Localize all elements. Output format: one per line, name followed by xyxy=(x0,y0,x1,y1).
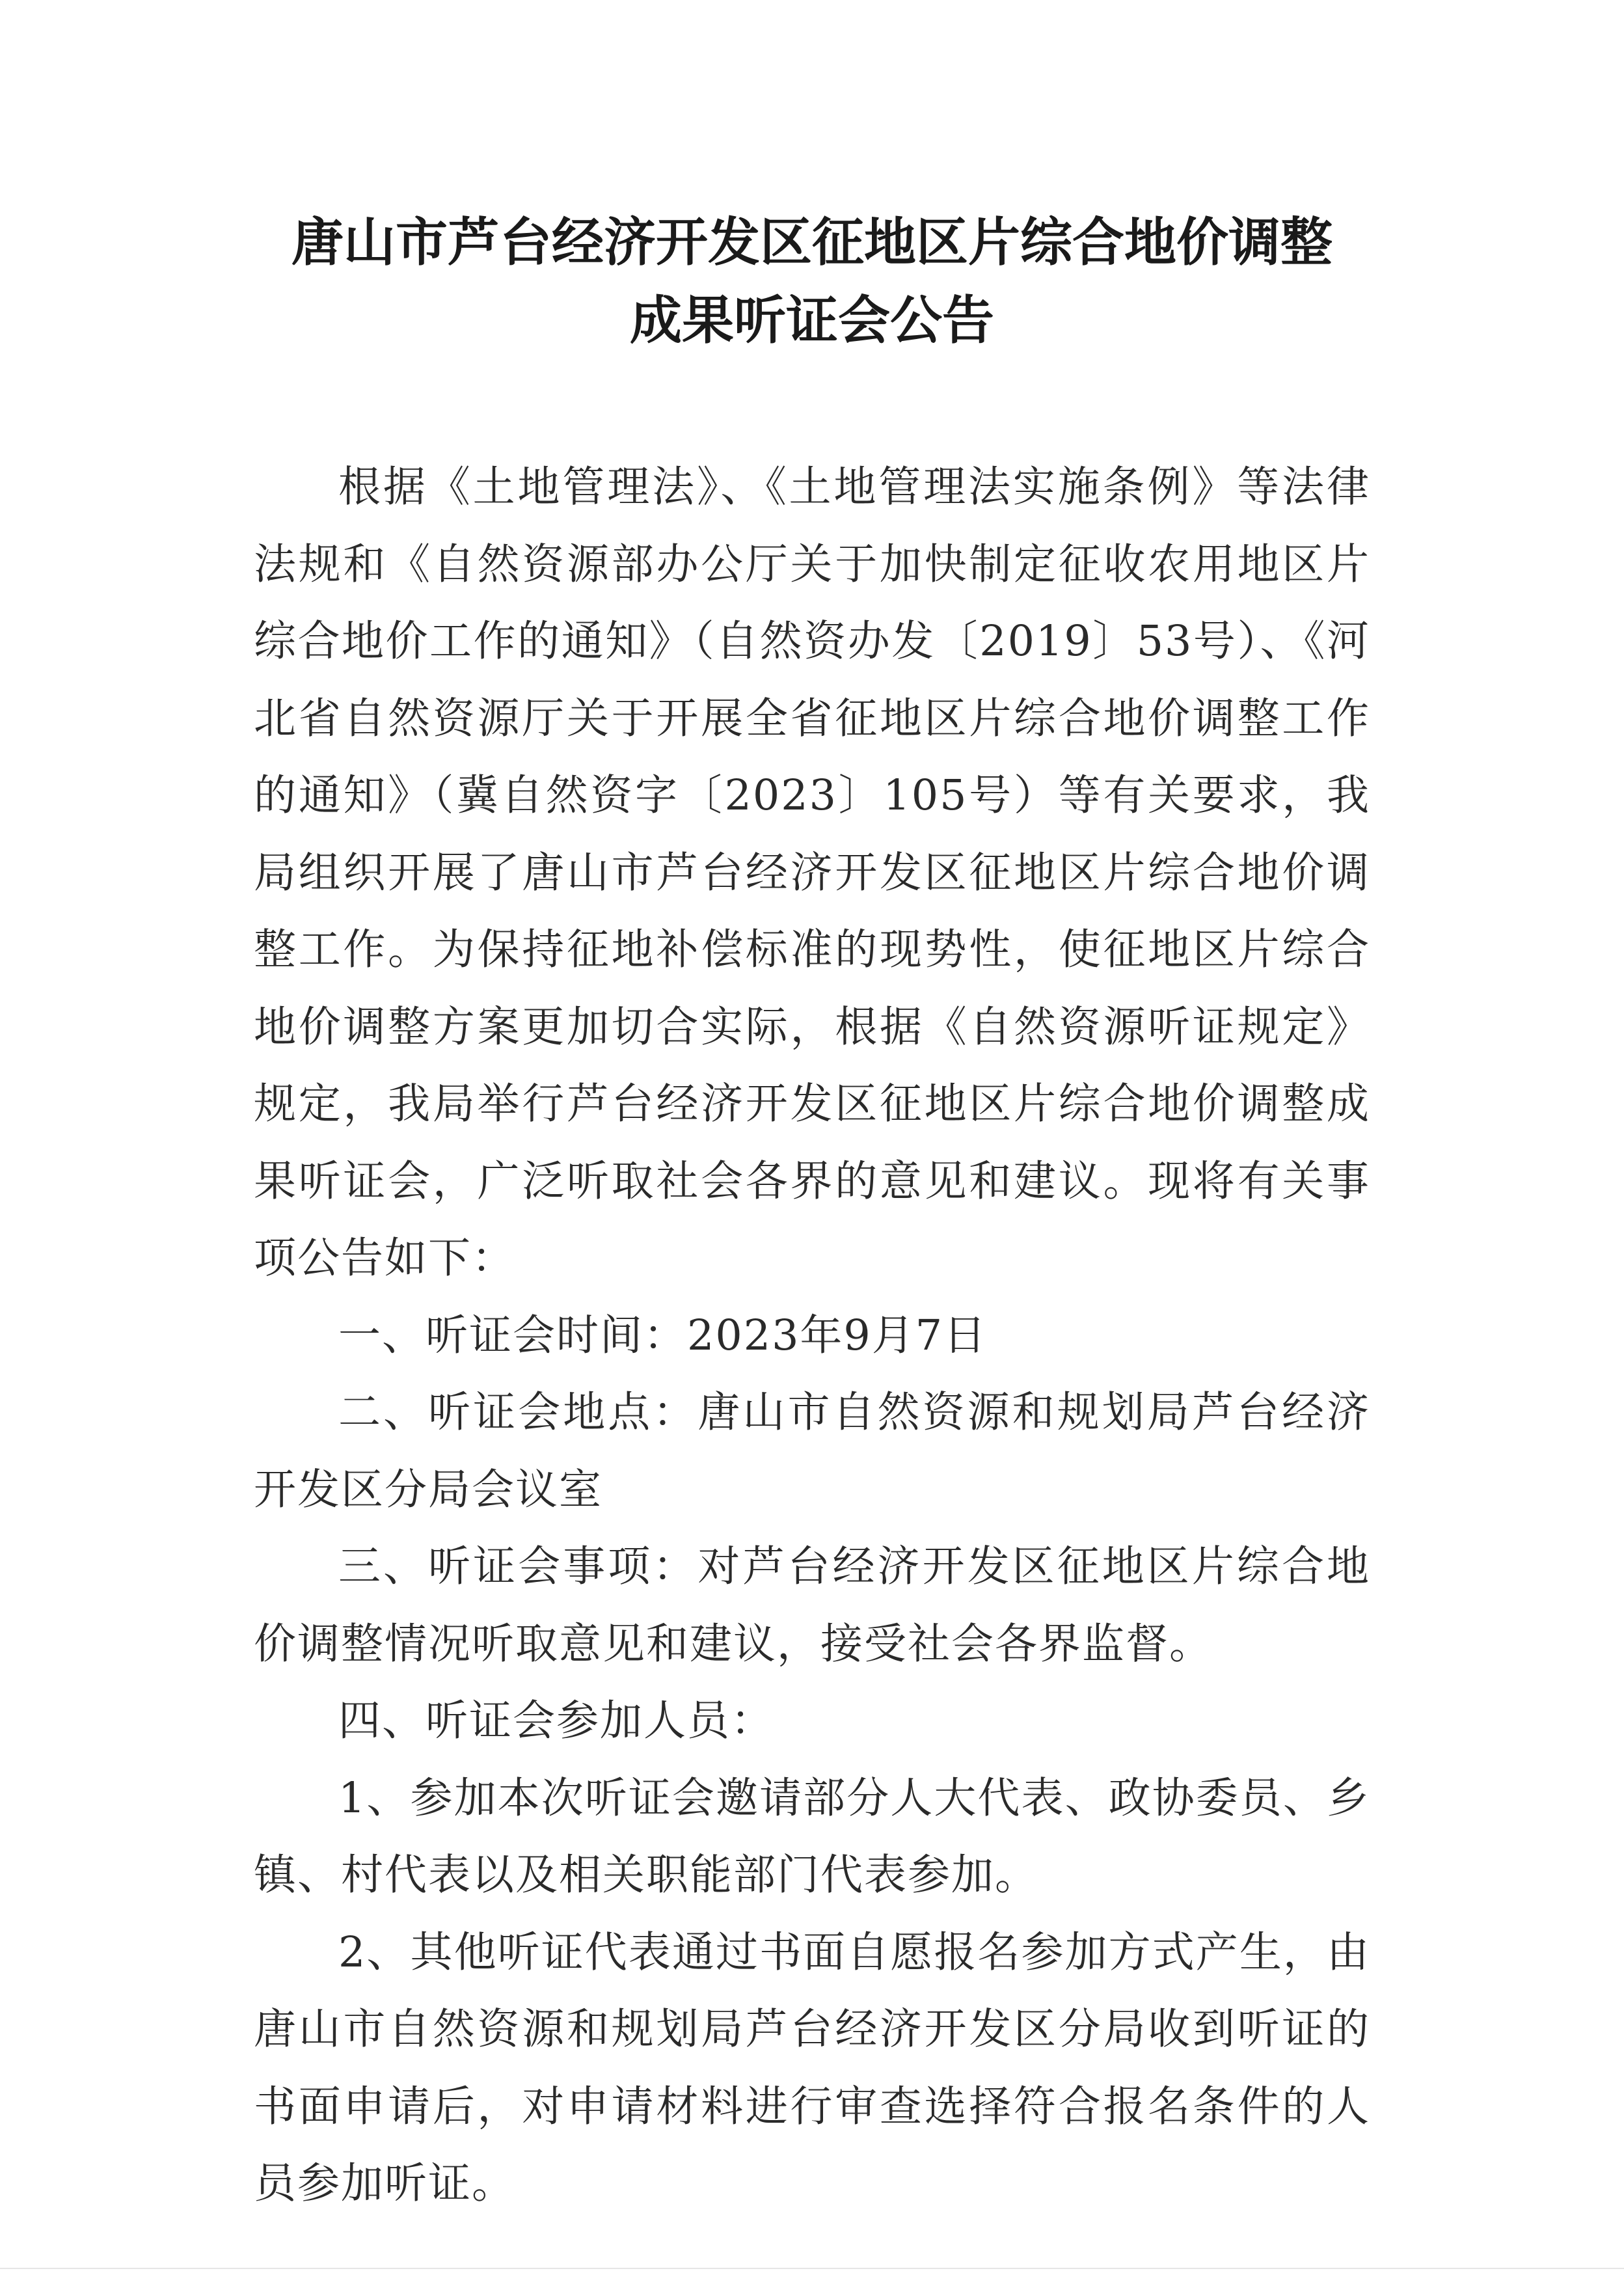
document-title-line-2: 成果听证会公告 xyxy=(630,290,994,351)
participants-item-2: 2、其他听证代表通过书面自愿报名参加方式产生，由唐山市自然资源和规划局芦台经济开发区分局收到听证的书面申请后，对申请材料进行审查选择符合报名条件的人员参加听证。 xyxy=(254,1927,1370,2208)
participants-item-1: 1、参加本次听证会邀请部分人大代表、政协委员、乡镇、村代表以及相关职能部门代表参加。 xyxy=(254,1773,1370,1899)
page-bottom-edge xyxy=(0,2268,1624,2269)
hearing-participants-heading: 四、听证会参加人员： xyxy=(338,1696,775,1745)
document-body xyxy=(254,449,1370,2223)
hearing-matters-item: 三、听证会事项：对芦台经济开发区征地区片综合地价调整情况听取意见和建议，接受社会各界监督。 xyxy=(254,1542,1370,1668)
hearing-time-item: 一、听证会时间：2023年9月7日 xyxy=(338,1311,988,1360)
document-title-line-1: 唐山市芦台经济开发区征地区片综合地价调整 xyxy=(291,211,1333,273)
intro-paragraph: 根据《土地管理法》、《土地管理法实施条例》等法律法规和《自然资源部办公厅关于加快制定征收农用地区片综合地价工作的通知》（自然资办发〔2019〕53号）、《河北省自然资源厅关于开展全省征地区片综合地价调整工作的通知》（冀自然资字〔2023〕105号）等有关要求，我局组织开展了唐山市芦台经济开发区征地区片综合地价调整工作。为保持征地补偿标准的现势性，使征地区片综合地价调整方案更加切合实际，根据《自然资源听证规定》规定，我局举行芦台经济开发区征地区片综合地价调整成果听证会，广泛听取社会各界的意见和建议。现将有关事项公告如下： xyxy=(254,463,1370,1283)
hearing-location-item: 二、听证会地点：唐山市自然资源和规划局芦台经济开发区分局会议室 xyxy=(254,1388,1370,1514)
